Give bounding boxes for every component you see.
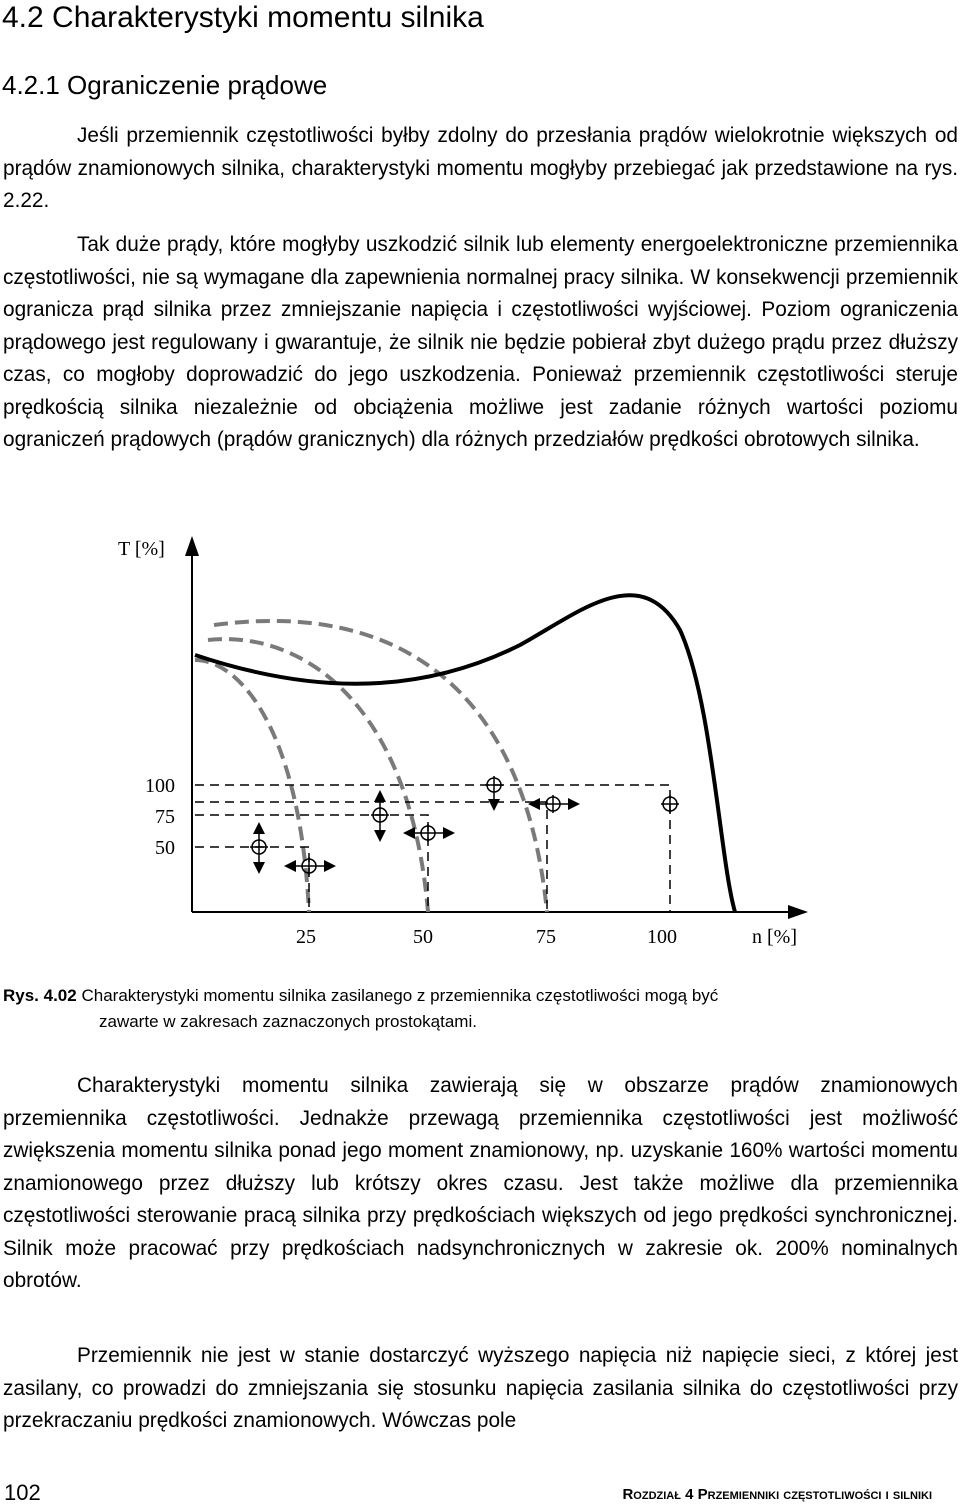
paragraph-1: Jeśli przemiennik częstotliwości byłby zdolny do przesłania prądów wielokrotnie większych od prądów znamionowych silnika, charakterystyki momentu mogłyby przebiegać jak przedstawione na rys. 2.22. [3, 124, 958, 212]
paragraph-3: Charakterystyki momentu silnika zawierają się w obszarze prądów znamionowych przemiennika częstotliwości. Jednakże przewagą przemiennika częstotliwości jest możliwość zwiększenia momentu silnika ponad jego moment znamionowy, np. uzyskanie 160% wartości momentu znamionowego przez dłuższy lub krótszy okres czasu. Jest także możliwe dla przemiennika częstotliwości sterowanie pracą silnika przy prędkościach większych od jego prędkości synchronicznej. Silnik może pracować przy prędkościach nadsynchronicznych w zakresie ok. 200% nominalnych obrotów. [3, 1074, 958, 1292]
caption-label: Rys. 4.02 [3, 986, 77, 1005]
paragraph-2: Tak duże prądy, które mogłyby uszkodzić silnik lub elementy energoelektroniczne przemiennika częstotliwości, nie są wymagane dla zapewnienia normalnej pracy silnika. W konsekwencji przemiennik ogranicza prąd silnika przez zmniejszanie napięcia i częstotliwości wyjściowej. Poziom ograniczenia prądowego jest regulowany i gwarantuje, że silnik nie będzie pobierał zbyt dużego prądu przez dłuższy czas, co mogłoby doprowadzić do jego uszkodzenia. Ponieważ przemiennik częstotliwości steruje prędkością silnika niezależnie od obciążenia możliwe jest zadanie różnych wartości poziomu ograniczeń prądowych (prądów granicznych) dla różnych przedziałów prędkości obrotowych silnika. [3, 233, 958, 451]
y-axis-label: T [%] [118, 538, 165, 560]
limit-marker-horizontal-1 [290, 857, 330, 875]
x-axis-arrow-icon [788, 905, 808, 919]
limit-rect-25 [195, 847, 309, 912]
y-tick-75: 75 [155, 806, 175, 828]
y-tick-100: 100 [145, 775, 175, 797]
y-tick-50: 50 [155, 837, 175, 859]
caption-continuation: zawarte w zakresach zaznaczonych prostokątami. [99, 1012, 477, 1031]
limit-rect-50 [195, 815, 428, 912]
limit-marker-point-4 [661, 795, 679, 813]
paragraph-4: Przemiennik nie jest w stanie dostarczyć wyższego napięcia niż napięcie sieci, z której jest zasilany, co prowadzi do zmniejszania się stosunku napięcia zasilania silnika do częstotliwości przy przekraczaniu prędkości znamionowych. Wówczas pole [3, 1344, 958, 1432]
x-tick-100: 100 [647, 926, 677, 948]
subsection-heading: 4.2.1 Ograniczenie prądowe [2, 70, 328, 100]
torque-characteristics-figure [110, 528, 820, 958]
torque-curve-75 [214, 621, 547, 912]
x-tick-75: 75 [536, 926, 556, 948]
limit-marker-vertical-1 [250, 828, 268, 868]
section-heading: 4.2 Charakterystyki momentu silnika [2, 1, 484, 34]
chapter-footer: Rozdział 4 Przemienniki częstotliwości i silniki [622, 1486, 932, 1503]
limit-marker-vertical-2 [371, 796, 389, 836]
limit-rect-75 [195, 802, 547, 912]
limit-marker-vertical-3 [485, 776, 503, 805]
x-axis-label: n [%] [752, 926, 797, 948]
x-tick-50: 50 [413, 926, 433, 948]
y-axis-arrow-icon [185, 536, 199, 556]
torque-curve-25 [195, 660, 309, 912]
page-number: 102 [4, 1480, 41, 1505]
torque-curve-100 [195, 595, 735, 912]
figure-caption [3, 983, 958, 1035]
torque-speed-diagram [110, 528, 820, 958]
limit-marker-horizontal-3 [534, 795, 574, 813]
x-tick-25: 25 [296, 926, 316, 948]
caption-text: Charakterystyki momentu silnika zasilanego z przemiennika częstotliwości mogą być [81, 986, 719, 1005]
